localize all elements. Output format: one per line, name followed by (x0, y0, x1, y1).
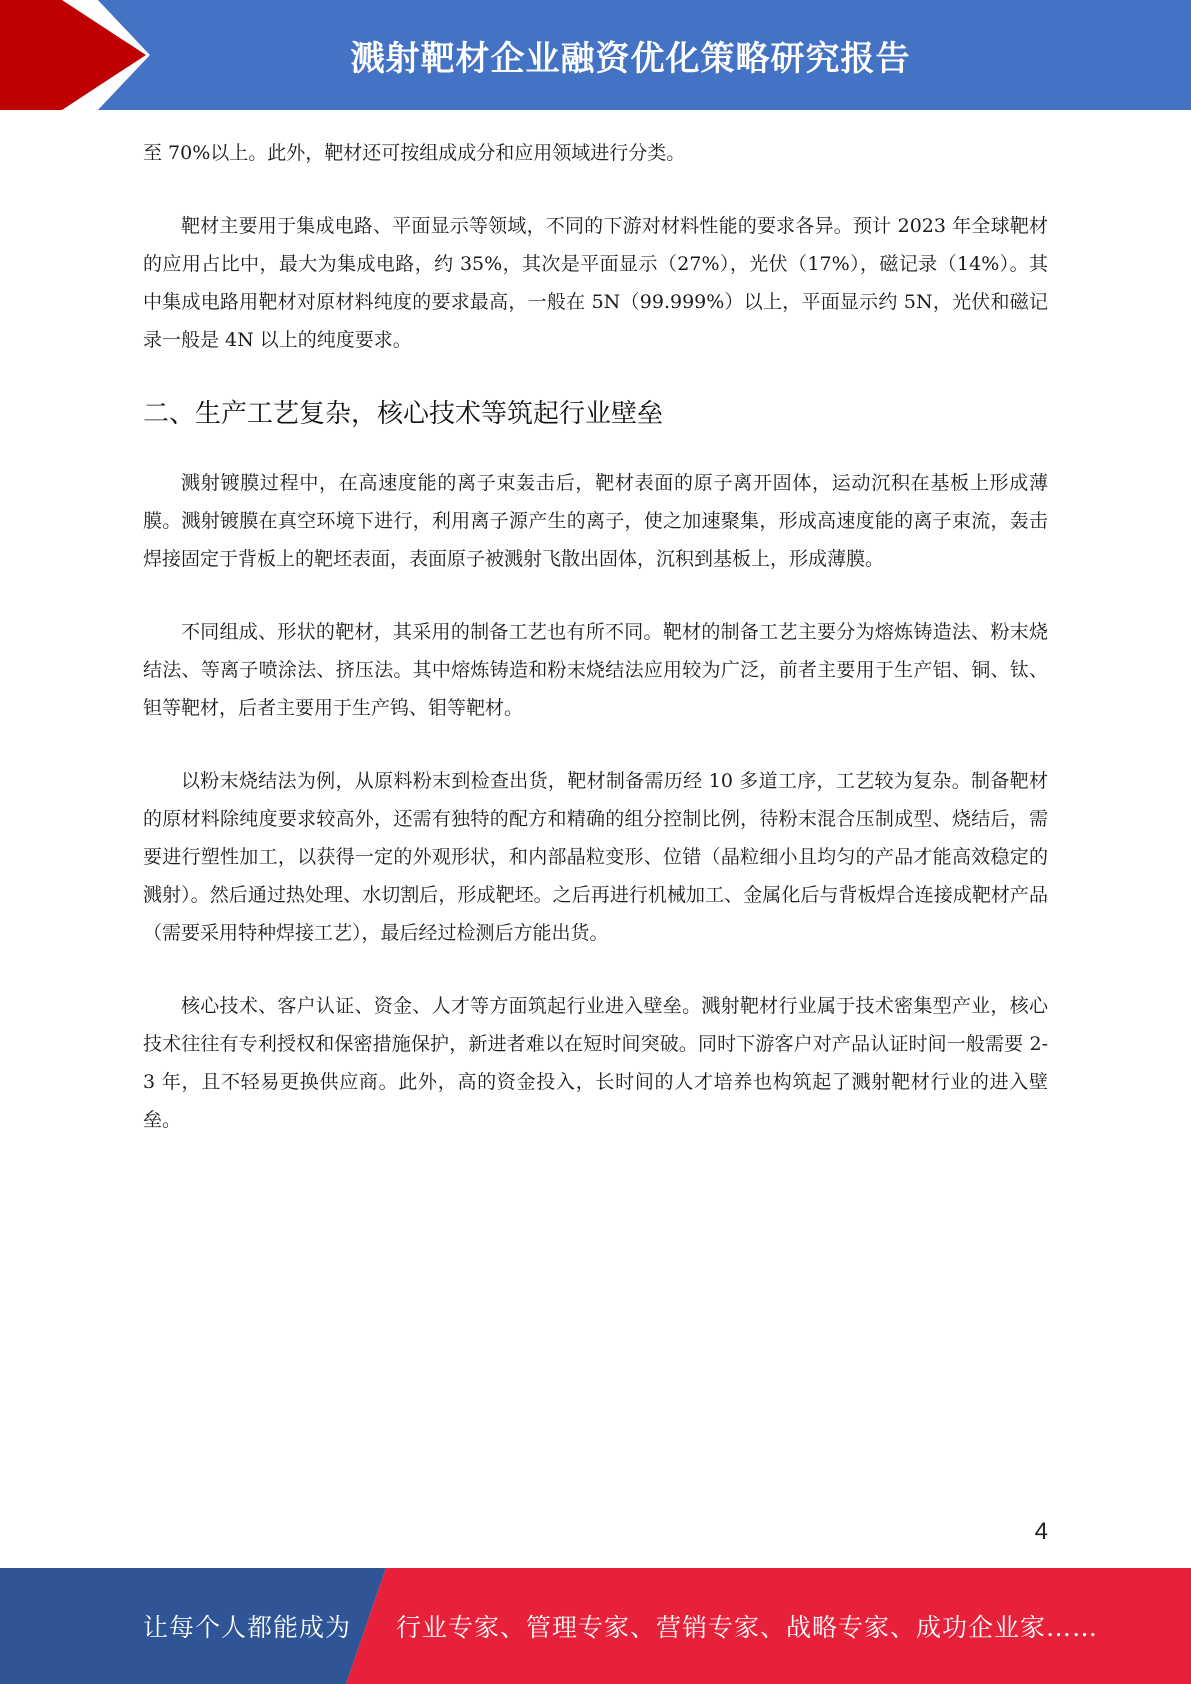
section-heading: 二、生产工艺复杂，核心技术等筑起行业壁垒 (143, 399, 664, 429)
footer-slogan-left: 让每个人都能成为 (143, 1613, 352, 1642)
body-paragraph: 核心技术、客户认证、资金、人才等方面筑起行业进入壁垒。溅射靶材行业属于技术密集型产业，核心技术往往有专利授权和保密措施保护，新进者难以在短时间突破。同时下游客户对产品认证时间一般需要 2-3 年，且不轻易更换供应商。此外，高的资金投入，长时间的人才培养也构筑起了溅射靶材行业的进入壁垒。 (143, 995, 1048, 1131)
body-paragraph: 溅射镀膜过程中，在高速度能的离子束轰击后，靶材表面的原子离开固体，运动沉积在基板上形成薄膜。溅射镀膜在真空环境下进行，利用离子源产生的离子，使之加速聚集，形成高速度能的离子束流，轰击焊接固定于背板上的靶坯表面，表面原子被溅射飞散出固体，沉积到基板上，形成薄膜。 (143, 472, 1048, 570)
page-header (0, 0, 1191, 110)
body-paragraph: 以粉末烧结法为例，从原料粉末到检查出货，靶材制备需历经 10 多道工序，工艺较为复杂。制备靶材的原材料除纯度要求较高外，还需有独特的配方和精确的组分控制比例，待粉末混合压制成型、烧结后，需要进行塑性加工，以获得一定的外观形状，和内部晶粒变形、位错（晶粒细小且均匀的产品才能高效稳定的溅射）。然后通过热处理、水切割后，形成靶坯。之后再进行机械加工、金属化后与背板焊合连接成靶材产品（需要采用特种焊接工艺），最后经过检测后方能出货。 (143, 770, 1048, 944)
report-title: 溅射靶材企业融资优化策略研究报告 (350, 38, 911, 79)
body-paragraph: 至 70%以上。此外，靶材还可按组成成分和应用领域进行分类。 (143, 142, 686, 164)
body-paragraph: 不同组成、形状的靶材，其采用的制备工艺也有所不同。靶材的制备工艺主要分为熔炼铸造法、粉末烧结法、等离子喷涂法、挤压法。其中熔炼铸造和粉末烧结法应用较为广泛，前者主要用于生产铝、铜、钛、钽等靶材，后者主要用于生产钨、钼等靶材。 (143, 621, 1048, 719)
body-paragraph: 靶材主要用于集成电路、平面显示等领域，不同的下游对材料性能的要求各异。预计 2023 年全球靶材的应用占比中，最大为集成电路，约 35%，其次是平面显示（27%），光伏（17%），磁记录（14%）。其中集成电路用靶材对原材料纯度的要求最高，一般在 5N（99.999%）以上，平面显示约 5N，光伏和磁记录一般是 4N 以上的纯度要求。 (143, 215, 1048, 351)
page-footer (0, 1568, 1191, 1684)
page-number: 4 (1034, 1518, 1048, 1545)
footer-slogan-right: 行业专家、管理专家、营销专家、战略专家、成功企业家…… (396, 1613, 1099, 1642)
page-content (143, 134, 1048, 1174)
